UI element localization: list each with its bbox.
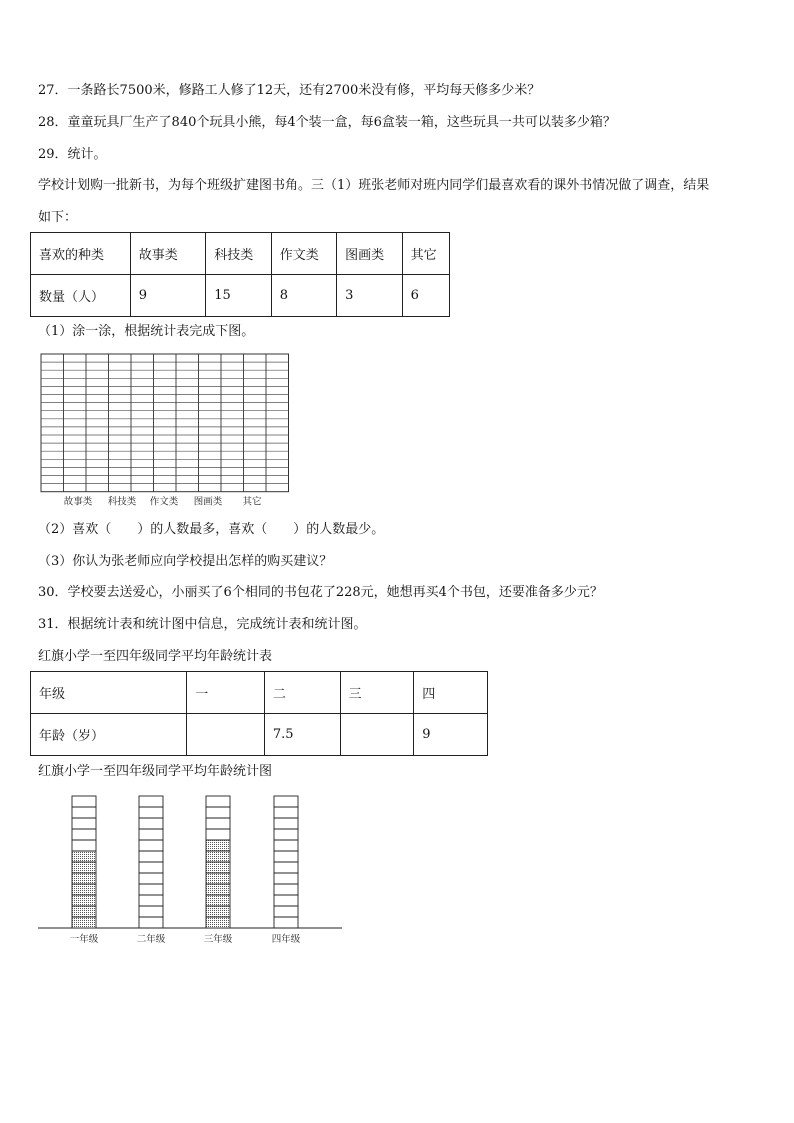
question-29-title: 29．统计。 (38, 147, 107, 162)
column-cell (139, 807, 163, 818)
x-tick-label: 作文类 (149, 496, 179, 508)
column-cell (139, 884, 163, 895)
column-cell (274, 818, 298, 829)
age-column-chart (36, 794, 346, 950)
table-cell: 9 (130, 275, 206, 317)
table-cell: 故事类 (130, 233, 206, 275)
question-31: 31．根据统计表和统计图中信息，完成统计表和统计图。 (38, 617, 367, 632)
age-bar (72, 851, 96, 928)
column-cell (139, 829, 163, 840)
column-cell (274, 796, 298, 807)
column-cell (274, 862, 298, 873)
question-29-intro-2: 如下： (38, 210, 78, 225)
question-27: 27．一条路长7500米，修路工人修了12天，还有2700米没有修，平均每天修多少米？ (38, 83, 541, 98)
age-column (72, 796, 96, 928)
table-cell: 作文类 (271, 233, 336, 275)
column-cell (206, 829, 230, 840)
column-cell (274, 906, 298, 917)
table-cell: 一 (187, 672, 265, 714)
column-cell (274, 895, 298, 906)
question-29-intro-1: 学校计划购一批新书，为每个班级扩建图书角。三（1）班张老师对班内同学们最喜欢看的课外书情况做了调查，结果 (38, 178, 710, 193)
table-cell: 其它 (402, 233, 449, 275)
column-cell (72, 840, 96, 851)
grid-frame (41, 354, 289, 492)
column-cell (274, 873, 298, 884)
x-tick-label: 二年级 (136, 934, 166, 945)
table-cell: 二 (264, 672, 340, 714)
column-cell (139, 818, 163, 829)
age-chart-title: 红旗小学一至四年级同学平均年龄统计图 (38, 764, 273, 779)
column-cell (139, 873, 163, 884)
table-cell: 年级 (31, 672, 187, 714)
table-cell (340, 714, 414, 756)
table-row (31, 233, 450, 275)
age-table (30, 671, 488, 756)
column-cell (139, 840, 163, 851)
table-cell: 15 (206, 275, 271, 317)
question-28: 28．童童玩具厂生产了840个玩具小熊，每4个装一盒，每6盒装一箱，这些玩具一共可以装多少箱？ (38, 115, 616, 130)
column-cell (139, 851, 163, 862)
question-29-sub3: （3）你认为张老师应向学校提出怎样的购买建议？ (38, 554, 333, 569)
column-cell (139, 862, 163, 873)
column-cell (139, 917, 163, 928)
column-cell (139, 796, 163, 807)
column-cell (72, 829, 96, 840)
table-cell: 6 (402, 275, 449, 317)
column-cell (72, 807, 96, 818)
column-cell (274, 851, 298, 862)
column-cell (274, 884, 298, 895)
table-cell: 数量（人） (31, 275, 131, 317)
table-cell: 8 (271, 275, 336, 317)
column-cell (274, 840, 298, 851)
question-29-sub1: （1）涂一涂，根据统计表完成下图。 (38, 324, 255, 339)
table-cell: 9 (414, 714, 488, 756)
table-row (31, 275, 450, 317)
x-tick-label: 其它 (242, 496, 262, 508)
age-column (274, 796, 298, 928)
column-cell (274, 917, 298, 928)
table-row (31, 714, 488, 756)
column-cell (72, 796, 96, 807)
x-tick-label: 一年级 (69, 934, 99, 945)
column-cell (274, 829, 298, 840)
table-cell (187, 714, 265, 756)
column-cell (72, 818, 96, 829)
table-cell: 四 (414, 672, 488, 714)
table-cell: 科技类 (206, 233, 271, 275)
x-tick-label: 三年级 (203, 934, 233, 945)
age-column (139, 796, 163, 928)
column-cell (139, 895, 163, 906)
book-preference-table (30, 232, 450, 317)
table-cell: 3 (337, 275, 402, 317)
x-tick-label: 科技类 (107, 496, 137, 508)
table-cell: 图画类 (337, 233, 402, 275)
book-preference-grid-chart (38, 352, 292, 512)
question-30: 30．学校要去送爱心，小丽买了6个相同的书包花了228元，她想再买4个书包，还要准备多少元？ (38, 585, 603, 600)
age-table-title: 红旗小学一至四年级同学平均年龄统计表 (38, 649, 273, 664)
column-cell (274, 807, 298, 818)
column-cell (206, 796, 230, 807)
x-tick-label: 故事类 (63, 496, 93, 508)
table-cell: 喜欢的种类 (31, 233, 131, 275)
column-cell (206, 807, 230, 818)
age-column (206, 796, 230, 928)
table-cell: 三 (340, 672, 414, 714)
table-row (31, 672, 488, 714)
column-cell (139, 906, 163, 917)
x-tick-label: 四年级 (271, 934, 301, 945)
x-tick-label: 图画类 (193, 496, 223, 508)
question-29-sub2: （2）喜欢（ ）的人数最多，喜欢（ ）的人数最少。 (38, 522, 385, 537)
table-cell: 年龄（岁） (31, 714, 187, 756)
table-cell: 7.5 (264, 714, 340, 756)
column-cell (206, 818, 230, 829)
